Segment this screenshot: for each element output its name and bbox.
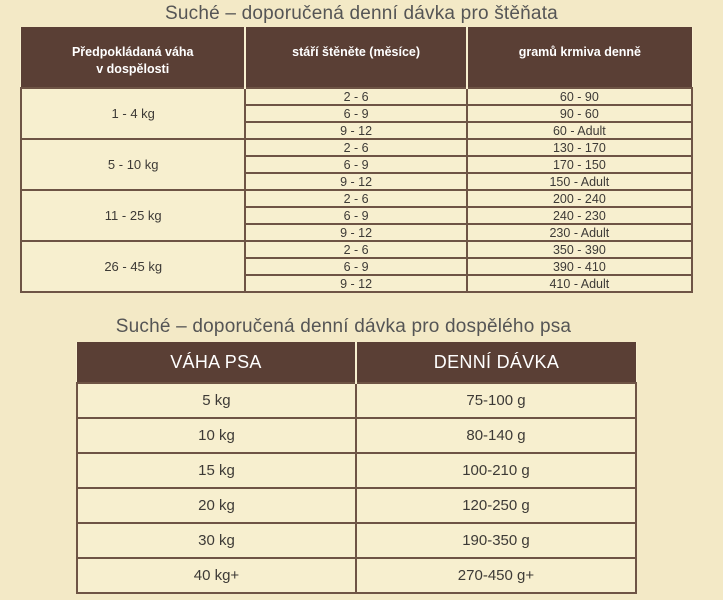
grams-cell: 230 - Adult	[467, 224, 692, 241]
header-daily-grams: gramů krmiva denně	[467, 27, 692, 88]
table-row	[77, 418, 636, 453]
age-cell: 9 - 12	[245, 122, 466, 139]
age-cell: 9 - 12	[245, 224, 466, 241]
header-adult-weight-label: Předpokládaná váha v dospělosti	[71, 45, 194, 76]
grams-cell: 390 - 410	[467, 258, 692, 275]
table-row	[77, 383, 636, 418]
grams-cell: 130 - 170	[467, 139, 692, 156]
adult-weight-cell: 11 - 25 kg	[21, 190, 245, 241]
age-cell: 2 - 6	[245, 241, 466, 258]
table-row	[77, 453, 636, 488]
grams-cell: 170 - 150	[467, 156, 692, 173]
table-row	[21, 190, 692, 207]
dose-cell: 80-140 g	[356, 418, 636, 453]
adult-weight-cell: 5 - 10 kg	[21, 139, 245, 190]
age-cell: 2 - 6	[245, 88, 466, 105]
grams-cell: 240 - 230	[467, 207, 692, 224]
dose-cell: 100-210 g	[356, 453, 636, 488]
table-row	[21, 139, 692, 156]
weight-cell: 15 kg	[77, 453, 356, 488]
age-cell: 2 - 6	[245, 139, 466, 156]
age-cell: 6 - 9	[245, 156, 466, 173]
dose-cell: 190-350 g	[356, 523, 636, 558]
age-cell: 9 - 12	[245, 275, 466, 292]
adult-feeding-table	[76, 342, 637, 594]
header-dog-weight: VÁHA PSA	[77, 342, 356, 383]
table-row	[21, 88, 692, 105]
weight-cell: 10 kg	[77, 418, 356, 453]
age-cell: 6 - 9	[245, 258, 466, 275]
age-cell: 2 - 6	[245, 190, 466, 207]
dose-cell: 75-100 g	[356, 383, 636, 418]
weight-cell: 40 kg+	[77, 558, 356, 593]
weight-cell: 30 kg	[77, 523, 356, 558]
header-puppy-age: stáří štěněte (měsíce)	[245, 27, 466, 88]
grams-cell: 350 - 390	[467, 241, 692, 258]
grams-cell: 90 - 60	[467, 105, 692, 122]
puppy-feeding-table	[20, 27, 693, 293]
dose-cell: 270-450 g+	[356, 558, 636, 593]
table-row	[77, 523, 636, 558]
adult-table-body	[77, 383, 636, 593]
grams-cell: 200 - 240	[467, 190, 692, 207]
grams-cell: 410 - Adult	[467, 275, 692, 292]
adult-table-title: Suché – doporučená denní dávka pro dospělého psa	[115, 316, 572, 337]
header-daily-dose: DENNÍ DÁVKA	[356, 342, 636, 383]
age-cell: 6 - 9	[245, 105, 466, 122]
table-row	[21, 241, 692, 258]
puppy-table-title: Suché – doporučená denní dávka pro štěňata	[165, 3, 558, 24]
grams-cell: 150 - Adult	[467, 173, 692, 190]
adult-header-row	[77, 342, 636, 383]
weight-cell: 5 kg	[77, 383, 356, 418]
weight-cell: 20 kg	[77, 488, 356, 523]
table-row	[77, 558, 636, 593]
table-row	[77, 488, 636, 523]
adult-weight-cell: 1 - 4 kg	[21, 88, 245, 139]
header-adult-weight	[21, 27, 245, 88]
grams-cell: 60 - Adult	[467, 122, 692, 139]
puppy-header-row	[21, 27, 692, 88]
age-cell: 6 - 9	[245, 207, 466, 224]
adult-weight-cell: 26 - 45 kg	[21, 241, 245, 292]
puppy-table-body	[21, 88, 692, 292]
dose-cell: 120-250 g	[356, 488, 636, 523]
age-cell: 9 - 12	[245, 173, 466, 190]
grams-cell: 60 - 90	[467, 88, 692, 105]
